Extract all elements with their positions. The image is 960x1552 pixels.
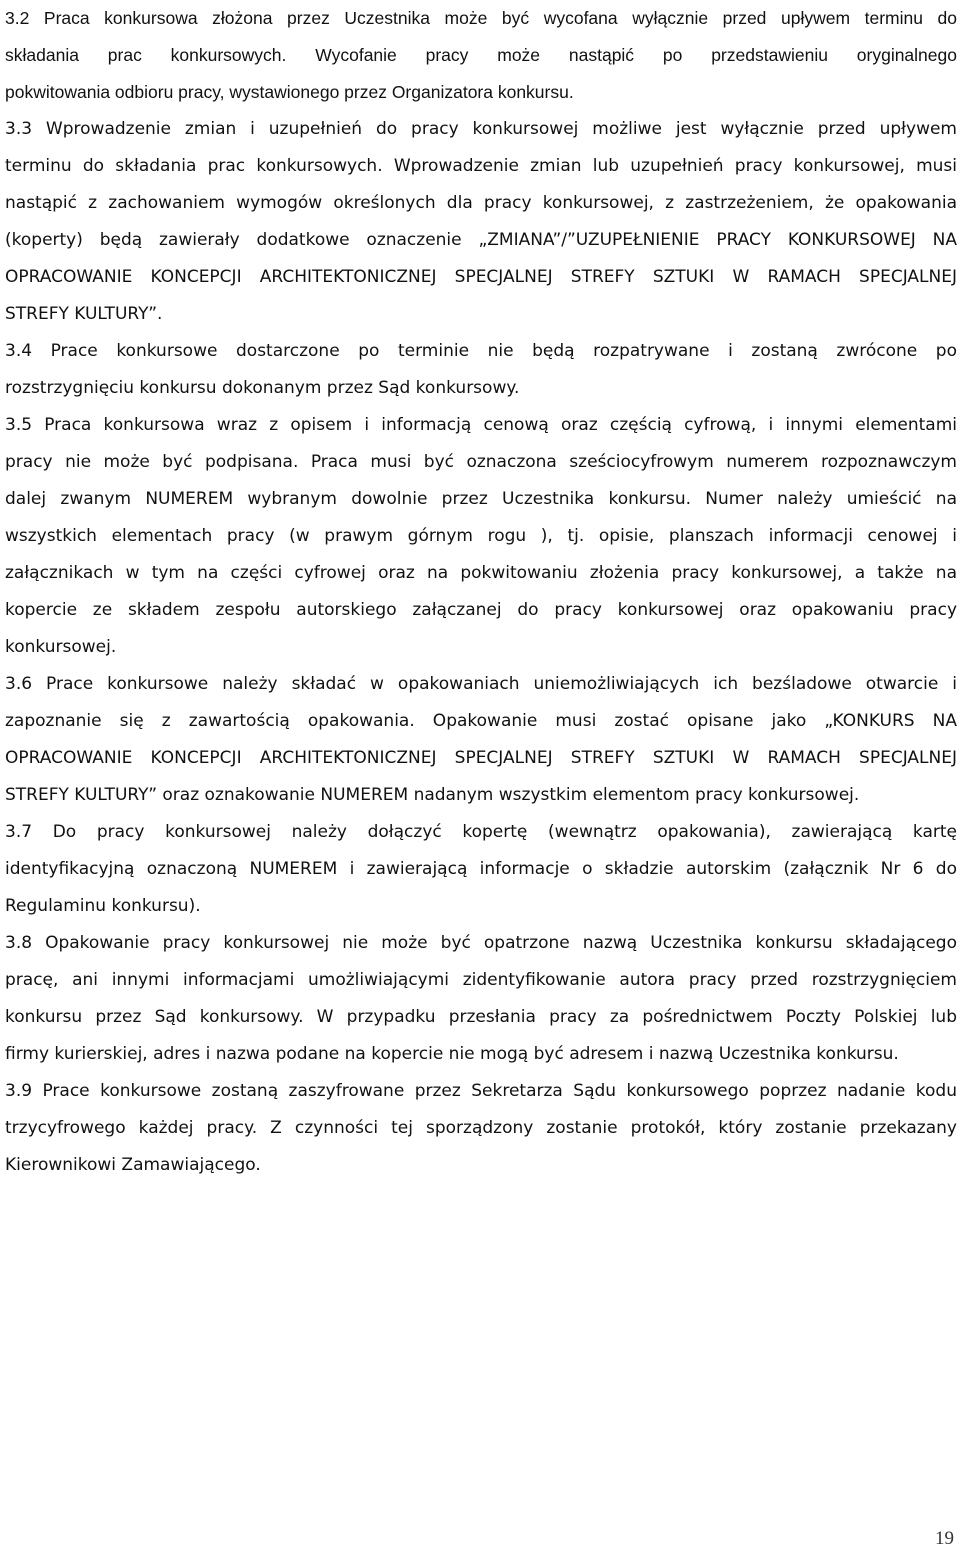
paragraph-3-7 [5, 814, 957, 925]
paragraph-line: rozstrzygnięciu konkursu dokonanym przez Sąd konkursowy. [5, 378, 520, 398]
paragraph-line: 3.8 Opakowanie pracy konkursowej nie może być opatrzone nazwą Uczestnika konkursu składającego [5, 933, 957, 953]
paragraph-line: 3.6 Prace konkursowe należy składać w opakowaniach uniemożliwiających ich bezśladowe otwarcie i [5, 674, 957, 694]
paragraph-line: kopercie ze składem zespołu autorskiego załączanej do pracy konkursowej oraz opakowaniu pracy [5, 600, 957, 620]
paragraph-line: STREFY KULTURY” oraz oznakowanie NUMEREM nadanym wszystkim elementom pracy konkursowej. [5, 785, 860, 805]
paragraph-line: OPRACOWANIE KONCEPCJI ARCHITEKTONICZNEJ SPECJALNEJ STREFY SZTUKI W RAMACH SPECJALNEJ [5, 267, 957, 287]
paragraph-line: pracę, ani innymi informacjami umożliwiającymi zidentyfikowanie autora pracy przed rozstrzygnięciem [5, 970, 957, 990]
paragraph-line: nastąpić z zachowaniem wymogów określonych dla pracy konkursowej, z zastrzeżeniem, że opakowania [5, 193, 957, 213]
paragraph-3-2 [5, 0, 957, 111]
paragraph-line: OPRACOWANIE KONCEPCJI ARCHITEKTONICZNEJ SPECJALNEJ STREFY SZTUKI W RAMACH SPECJALNEJ [5, 748, 957, 768]
paragraph-line: dalej zwanym NUMEREM wybranym dowolnie przez Uczestnika konkursu. Numer należy umieścić na [5, 489, 957, 509]
page-number: 19 [935, 1528, 954, 1549]
paragraph-3-5 [5, 407, 957, 666]
paragraph-line: 3.7 Do pracy konkursowej należy dołączyć kopertę (wewnątrz opakowania), zawierającą kartę [5, 822, 957, 842]
paragraph-line: terminu do składania prac konkursowych. Wprowadzenie zmian lub uzupełnień pracy konkursowej, musi [5, 156, 957, 176]
paragraph-3-3 [5, 111, 957, 333]
paragraph-line: trzycyfrowego każdej pracy. Z czynności tej sporządzony zostanie protokół, który zostanie przekazany [5, 1118, 957, 1138]
paragraph-line: (koperty) będą zawierały dodatkowe oznaczenie „ZMIANA”/”UZUPEŁNIENIE PRACY KONKURSOWEJ NA [5, 230, 957, 250]
paragraph-line: 3.5 Praca konkursowa wraz z opisem i informacją cenową oraz częścią cyfrową, i innymi elementami [5, 415, 957, 435]
paragraph-line: wszystkich elementach pracy (w prawym górnym rogu ), tj. opisie, planszach informacji cenowej i [5, 526, 957, 546]
paragraph-line: pokwitowania odbioru pracy, wystawionego przez Organizatora konkursu. [5, 82, 574, 102]
paragraph-line: konkursowej. [5, 637, 117, 657]
paragraph-3-4 [5, 333, 957, 407]
paragraph-line: identyfikacyjną oznaczoną NUMEREM i zawierającą informacje o składzie autorskim (załącznik Nr 6 do [5, 859, 957, 879]
paragraph-line: Regulaminu konkursu). [5, 896, 201, 916]
paragraph-line: Kierownikowi Zamawiającego. [5, 1155, 261, 1175]
paragraph-line: firmy kurierskiej, adres i nazwa podane na kopercie nie mogą być adresem i nazwą Uczestnika konkursu. [5, 1044, 899, 1064]
paragraph-line: 3.9 Prace konkursowe zostaną zaszyfrowane przez Sekretarza Sądu konkursowego poprzez nadanie kodu [5, 1081, 957, 1101]
paragraph-3-6 [5, 666, 957, 814]
paragraph-line: 3.2 Praca konkursowa złożona przez Uczestnika może być wycofana wyłącznie przed upływem terminu do [5, 8, 957, 28]
paragraph-line: pracy nie może być podpisana. Praca musi być oznaczona sześciocyfrowym numerem rozpoznawczym [5, 452, 957, 472]
paragraph-line: załącznikach w tym na części cyfrowej oraz na pokwitowaniu złożenia pracy konkursowej, a także na [5, 563, 957, 583]
paragraph-line: 3.3 Wprowadzenie zmian i uzupełnień do pracy konkursowej możliwe jest wyłącznie przed upływem [5, 119, 957, 139]
paragraph-line: STREFY KULTURY”. [5, 304, 163, 324]
paragraph-3-8 [5, 925, 957, 1073]
paragraph-3-9 [5, 1073, 957, 1184]
paragraph-line: konkursu przez Sąd konkursowy. W przypadku przesłania pracy za pośrednictwem Poczty Polskiej lub [5, 1007, 957, 1027]
paragraph-line: 3.4 Prace konkursowe dostarczone po terminie nie będą rozpatrywane i zostaną zwrócone po [5, 341, 957, 361]
document-body [5, 0, 957, 1184]
paragraph-line: składania prac konkursowych. Wycofanie pracy może nastąpić po przedstawieniu oryginalnego [5, 45, 957, 65]
paragraph-line: zapoznanie się z zawartością opakowania. Opakowanie musi zostać opisane jako „KONKURS NA [5, 711, 957, 731]
